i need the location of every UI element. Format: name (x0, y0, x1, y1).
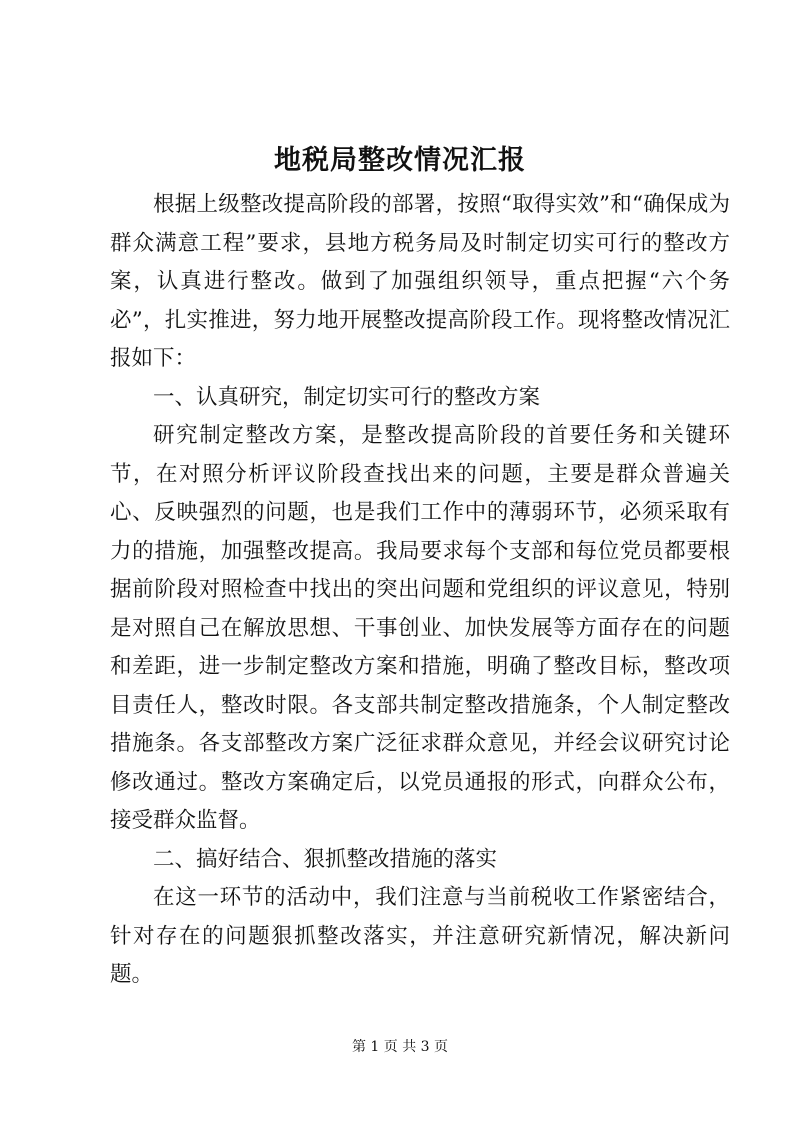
page-number-footer: 第 1 页 共 3 页 (351, 1039, 449, 1055)
section-2-paragraph: 在这一环节的活动中，我们注意与当前税收工作紧密结合，针对存在的问题狠抓整改落实，并注意研究新情况，解决新问题。 (110, 885, 730, 987)
intro-paragraph: 根据上级整改提高阶段的部署，按照“取得实效”和“确保成为群众满意工程”要求，县地方税务局及时制定切实可行的整改方案，认真进行整改。做到了加强组织领导，重点把握“六个务必”，扎实推进，努力地开展整改提高阶段工作。现将整改情况汇报如下： (110, 192, 730, 371)
document-body (110, 186, 730, 995)
section-1-paragraph: 研究制定整改方案，是整改提高阶段的首要任务和关键环节，在对照分析评议阶段查找出来的问题，主要是群众普遍关心、反映强烈的问题，也是我们工作中的薄弱环节，必须采取有力的措施，加强整改提高。我局要求每个支部和每位党员都要根据前阶段对照检查中找出的突出问题和党组织的评议意见，特别是对照自己在解放思想、干事创业、加快发展等方面存在的问题和差距，进一步制定整改方案和措施，明确了整改目标，整改项目责任人，整改时限。各支部共制定整改措施条，个人制定整改措施条。各支部整改方案广泛征求群众意见，并经会议研究讨论修改通过。整改方案确定后，以党员通报的形式，向群众公布，接受群众监督。 (110, 423, 730, 833)
section-heading-2: 二、搞好结合、狠抓整改措施的落实 (153, 846, 498, 872)
document-title: 地税局整改情况汇报 (274, 145, 526, 176)
section-heading-1: 一、认真研究，制定切实可行的整改方案 (153, 384, 541, 410)
